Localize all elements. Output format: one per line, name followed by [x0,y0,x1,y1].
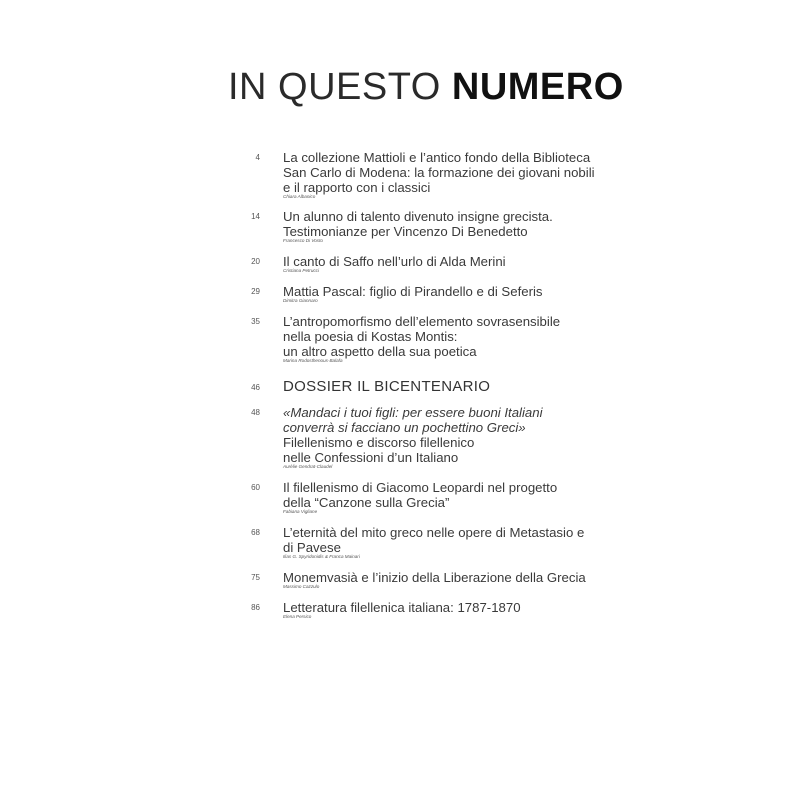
toc-title-line: nella poesia di Kostas Montis: [283,329,458,344]
toc-page-number: 48 [251,408,260,417]
toc-author: Marina Rodosthenous-Balafa [283,358,343,363]
page-title-light: IN QUESTO [228,66,452,108]
toc-title-line: San Carlo di Modena: la formazione dei giovani nobili [283,165,595,180]
toc-title-line: Un alunno di talento divenuto insigne grecista. [283,209,553,224]
toc-title-line: un altro aspetto della sua poetica [283,344,477,359]
toc-page-number: 68 [251,528,260,537]
toc-title-line: e il rapporto con i classici [283,180,431,195]
toc-entry-body [283,378,613,395]
toc-author: Francesco Di Vosto [283,238,323,243]
toc-title-line: Filellenismo e discorso filellenico [283,435,475,450]
toc-page-number: 86 [251,603,260,612]
toc-title-line: Letteratura filellenica italiana: 1787-1870 [283,600,521,615]
toc-author: Aurèlie Gendrat-Claudel [283,464,333,469]
toc-title-line: Mattia Pascal: figlio di Pirandello e di Seferis [283,284,543,299]
toc-page-number: 29 [251,287,260,296]
toc-title-line: Monemvasià e l’inizio della Liberazione della Grecia [283,570,586,585]
toc-entry-body [283,600,613,620]
toc-entry-body [283,284,613,304]
page-title [228,66,624,109]
toc-author: Massimo Cazzulo [283,584,320,589]
toc-title-line: di Pavese [283,540,341,555]
toc-author: Dimitra Giannaro [283,298,318,303]
toc-page-number: 4 [255,153,260,162]
toc-page-number: 46 [251,383,260,392]
toc-page-number: 35 [251,317,260,326]
toc-section-title: DOSSIER IL BICENTENARIO [283,378,491,395]
toc-title-line: Testimonianze per Vincenzo Di Benedetto [283,224,528,239]
toc-page-number: 60 [251,483,260,492]
toc-page-number: 20 [251,257,260,266]
toc-entry-body [283,254,613,274]
page-title-bold: NUMERO [451,66,624,108]
toc-title-line: della “Canzone sulla Grecia” [283,495,450,510]
toc-page-number: 14 [251,212,260,221]
toc-title-line: La collezione Mattioli e l’antico fondo della Biblioteca [283,150,591,165]
toc-author: Cristiana Petrucci [283,268,319,273]
toc-entry-body [283,570,613,590]
toc-title-line: L’antropomorfismo dell’elemento sovrasensibile [283,314,561,329]
toc-author: Fabiana Vigliane [283,509,318,514]
toc-title-line: nelle Confessioni d’un Italiano [283,450,459,465]
toc-quote-line: converrà si facciano un pochettino Greci» [283,420,526,435]
toc-title-line: Il canto di Saffo nell’urlo di Alda Merini [283,254,506,269]
toc-entry-body [283,209,613,244]
toc-quote-line: «Mandaci i tuoi figli: per essere buoni Italiani [283,405,543,420]
toc-page-number: 75 [251,573,260,582]
toc-entry-body [283,314,613,364]
toc-title-line: L’eternità del mito greco nelle opere di Metastasio e [283,525,585,540]
toc-entry-body [283,525,613,560]
toc-entry-body [283,150,613,200]
toc-entry-body [283,480,613,515]
toc-author: Chiara Albanico [283,194,316,199]
toc-entry-body [283,405,613,470]
toc-author: Ilias G. Spyridonidis & Franca Mainari [283,554,360,559]
toc-author: Elena Persico [283,614,312,619]
toc-title-line: Il filellenismo di Giacomo Leopardi nel progetto [283,480,558,495]
